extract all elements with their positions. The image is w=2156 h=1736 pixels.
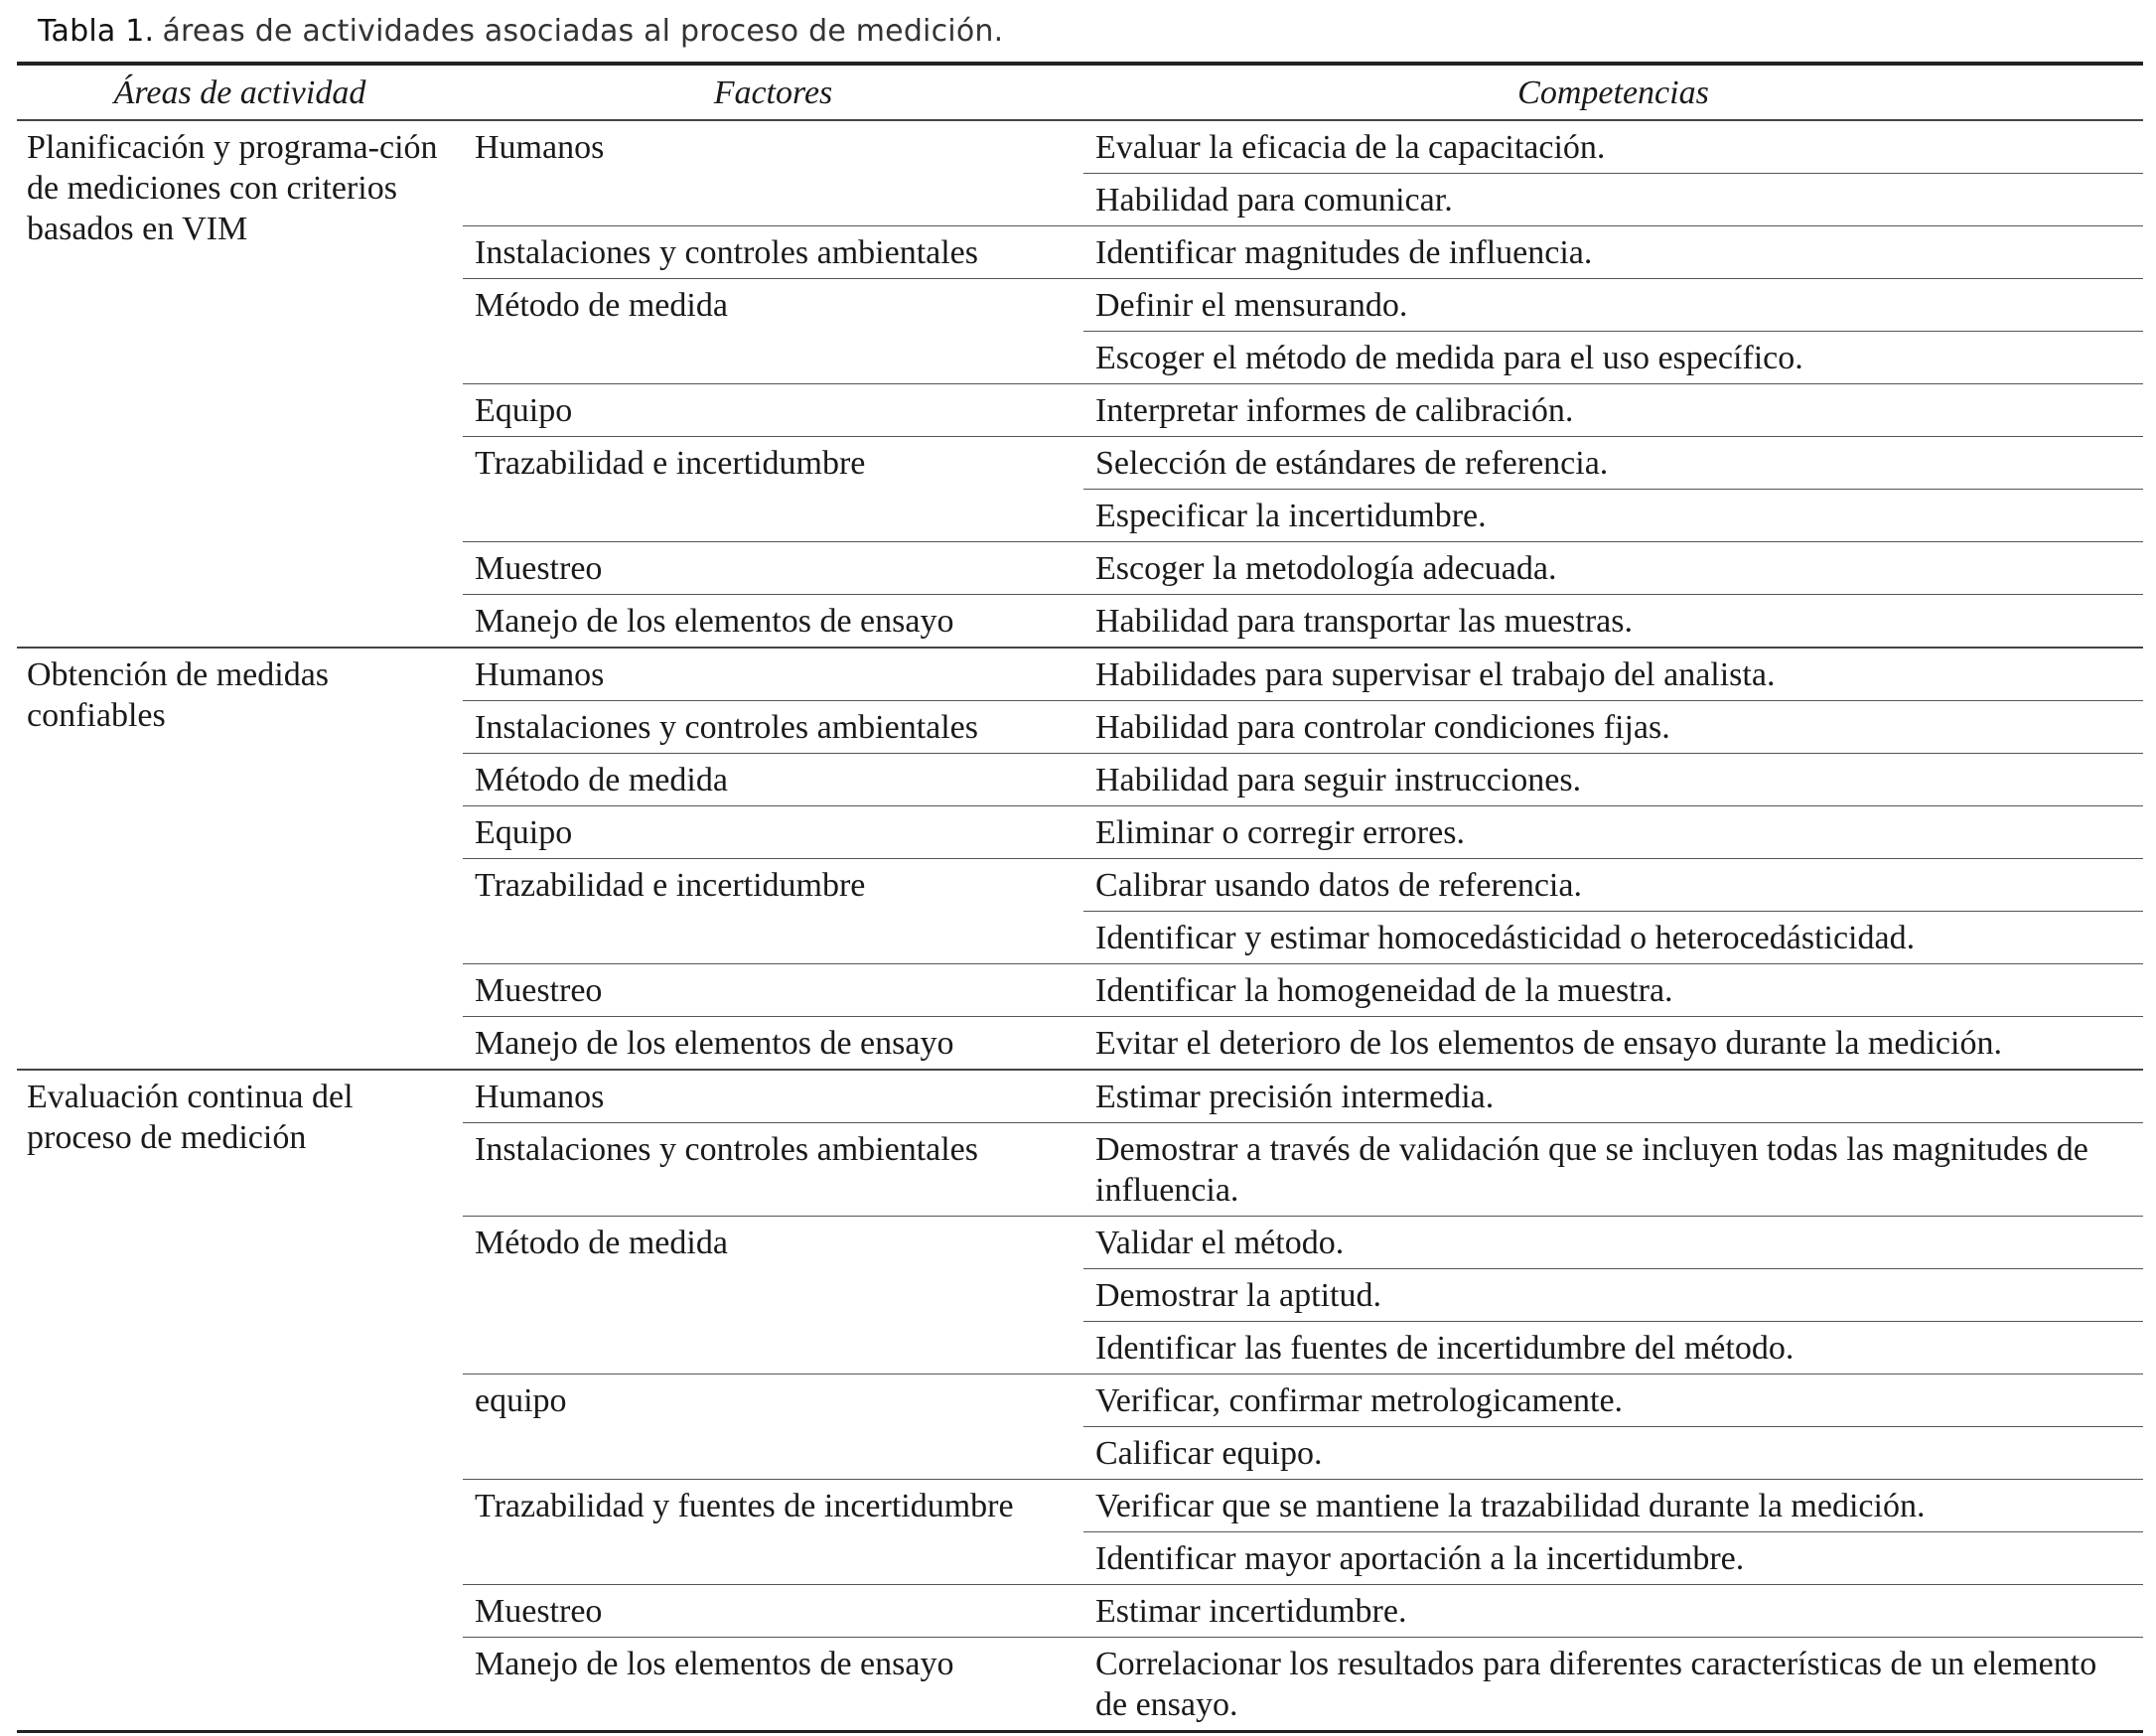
caption-text: áreas de actividades asociadas al proceso de medición. xyxy=(162,14,1004,49)
competence-cell: Habilidad para comunicar. xyxy=(1083,174,2143,226)
competence-cell: Identificar y estimar homocedásticidad o heterocedásticidad. xyxy=(1083,912,2143,964)
factor-cell: Instalaciones y controles ambientales xyxy=(463,226,1083,279)
competence-cell: Demostrar la aptitud. xyxy=(1083,1269,2143,1322)
factor-cell: Instalaciones y controles ambientales xyxy=(463,1123,1083,1217)
factor-cell: Humanos xyxy=(463,1070,1083,1123)
area-cell: Planificación y programa-ción de mediciones con criterios basados en VIM xyxy=(17,120,463,648)
table-body xyxy=(17,120,2143,1732)
competence-cell: Identificar magnitudes de influencia. xyxy=(1083,226,2143,279)
area-cell: Obtención de medidas confiables xyxy=(17,648,463,1070)
table-row xyxy=(17,1070,2143,1123)
competence-cell: Correlacionar los resultados para diferentes características de un elemento de ensayo. xyxy=(1083,1638,2143,1732)
competence-cell: Eliminar o corregir errores. xyxy=(1083,806,2143,859)
factor-cell: Instalaciones y controles ambientales xyxy=(463,701,1083,754)
competence-cell: Habilidad para controlar condiciones fijas. xyxy=(1083,701,2143,754)
factor-cell: Muestreo xyxy=(463,542,1083,595)
competence-cell: Identificar la homogeneidad de la muestra. xyxy=(1083,964,2143,1017)
competence-cell: Verificar, confirmar metrologicamente. xyxy=(1083,1374,2143,1427)
competence-cell: Interpretar informes de calibración. xyxy=(1083,384,2143,437)
header-row xyxy=(17,64,2143,120)
factor-cell: Trazabilidad e incertidumbre xyxy=(463,437,1083,542)
table-row xyxy=(17,648,2143,701)
competence-cell: Demostrar a través de validación que se incluyen todas las magnitudes de influencia. xyxy=(1083,1123,2143,1217)
caption-label: Tabla 1. xyxy=(38,14,155,49)
competence-cell: Especificar la incertidumbre. xyxy=(1083,490,2143,542)
competence-cell: Habilidades para supervisar el trabajo del analista. xyxy=(1083,648,2143,701)
factor-cell: Muestreo xyxy=(463,1585,1083,1638)
competence-cell: Evaluar la eficacia de la capacitación. xyxy=(1083,120,2143,174)
table-row xyxy=(17,120,2143,174)
header-area: Áreas de actividad xyxy=(17,64,463,120)
competence-cell: Habilidad para transportar las muestras. xyxy=(1083,595,2143,649)
competence-cell: Estimar incertidumbre. xyxy=(1083,1585,2143,1638)
competence-cell: Identificar las fuentes de incertidumbre del método. xyxy=(1083,1322,2143,1374)
competence-cell: Calibrar usando datos de referencia. xyxy=(1083,859,2143,912)
factor-cell: Humanos xyxy=(463,120,1083,226)
competence-cell: Definir el mensurando. xyxy=(1083,279,2143,332)
competence-cell: Calificar equipo. xyxy=(1083,1427,2143,1480)
competence-cell: Escoger el método de medida para el uso específico. xyxy=(1083,332,2143,384)
factor-cell: Equipo xyxy=(463,806,1083,859)
competence-cell: Identificar mayor aportación a la incertidumbre. xyxy=(1083,1532,2143,1585)
competence-cell: Verificar que se mantiene la trazabilidad durante la medición. xyxy=(1083,1480,2143,1532)
table-caption xyxy=(38,12,1003,49)
factor-cell: Método de medida xyxy=(463,754,1083,806)
competence-cell: Habilidad para seguir instrucciones. xyxy=(1083,754,2143,806)
factor-cell: equipo xyxy=(463,1374,1083,1480)
competence-cell: Escoger la metodología adecuada. xyxy=(1083,542,2143,595)
competence-cell: Validar el método. xyxy=(1083,1217,2143,1269)
factor-cell: Trazabilidad e incertidumbre xyxy=(463,859,1083,964)
factor-cell: Método de medida xyxy=(463,279,1083,384)
area-cell: Evaluación continua del proceso de medición xyxy=(27,1079,354,1156)
header-competence: Competencias xyxy=(1083,64,2143,120)
header-factor: Factores xyxy=(463,64,1083,120)
competence-cell: Estimar precisión intermedia. xyxy=(1083,1070,2143,1123)
factor-cell: Muestreo xyxy=(463,964,1083,1017)
factor-cell: Equipo xyxy=(463,384,1083,437)
activities-table xyxy=(17,62,2143,1733)
factor-cell: Manejo de los elementos de ensayo xyxy=(463,595,1083,649)
competence-cell: Selección de estándares de referencia. xyxy=(1083,437,2143,490)
factor-cell: Humanos xyxy=(463,648,1083,701)
factor-cell: Manejo de los elementos de ensayo xyxy=(463,1638,1083,1732)
factor-cell: Trazabilidad y fuentes de incertidumbre xyxy=(463,1480,1083,1585)
factor-cell: Manejo de los elementos de ensayo xyxy=(463,1017,1083,1071)
competence-cell: Evitar el deterioro de los elementos de ensayo durante la medición. xyxy=(1083,1017,2143,1071)
factor-cell: Método de medida xyxy=(463,1217,1083,1374)
